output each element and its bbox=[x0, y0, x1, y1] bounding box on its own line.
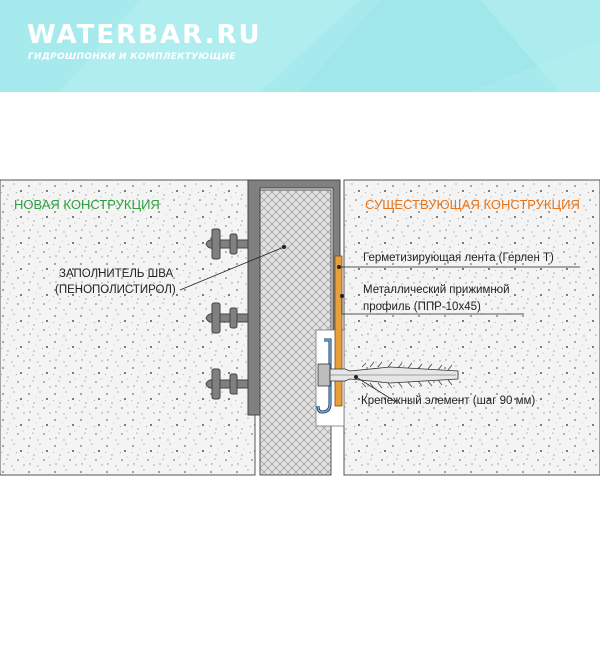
tape-leader-dot bbox=[337, 265, 341, 269]
new-structure-heading: НОВАЯ КОНСТРУКЦИЯ bbox=[14, 197, 160, 212]
fastener-leader-dot bbox=[354, 375, 358, 379]
profile-label-line1: Металлический прижимной bbox=[363, 284, 510, 296]
sealing-tape bbox=[335, 256, 342, 406]
filler-label-line1: ЗАПОЛНИТЕЛЬ ШВА bbox=[59, 268, 174, 280]
filler-label-line2: (ПЕНОПОЛИСТИРОЛ) bbox=[55, 284, 176, 296]
fastener-label: Крепежный элемент (шаг 90 мм) bbox=[361, 395, 536, 407]
existing-structure-block bbox=[344, 180, 600, 475]
profile-label-line2: профиль (ППР-10х45) bbox=[363, 301, 481, 313]
existing-structure-heading: СУЩЕСТВУЮЩАЯ КОНСТРУКЦИЯ bbox=[365, 197, 580, 212]
filler-leader-dot bbox=[282, 245, 286, 249]
brand-logo-text: WATERBAR.RU bbox=[27, 20, 262, 50]
profile-leader-dot bbox=[340, 294, 344, 298]
brand-tagline: ГИДРОШПОНКИ И КОМПЛЕКТУЮЩИЕ bbox=[28, 52, 236, 62]
tape-label: Герметизирующая лента (Герлен Т) bbox=[363, 252, 554, 264]
